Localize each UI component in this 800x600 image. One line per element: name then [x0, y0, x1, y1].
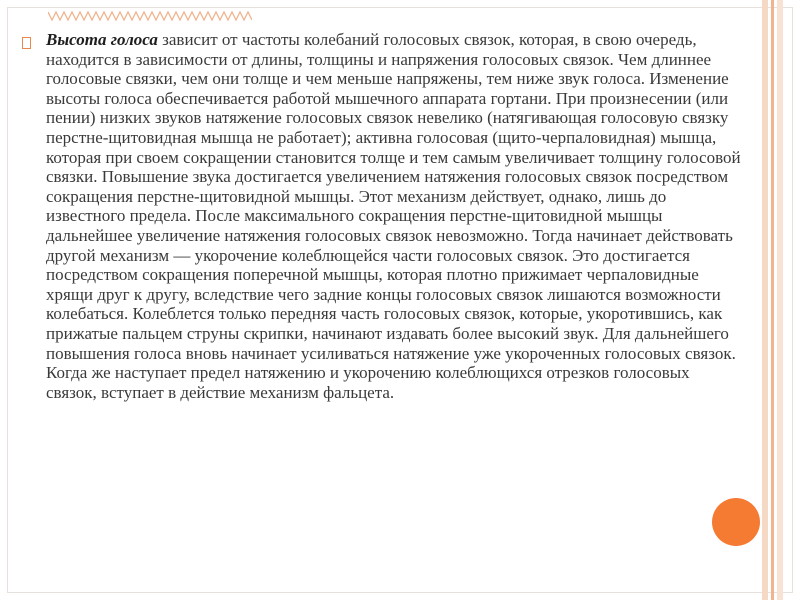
stripe-pale [777, 0, 783, 600]
right-stripe-decoration [762, 0, 784, 600]
zigzag-decoration-icon [48, 10, 252, 24]
body-paragraph [46, 30, 742, 402]
stripe-light [762, 0, 768, 600]
orange-circle-decoration [712, 498, 760, 546]
body-text: зависит от частоты колебаний голосовых связок, которая, в свою очередь, находится в зависимости от длины, толщины и напряжения голосовых связок. Чем длиннее голосовые связки, чем они толще и чем меньше напряжены, тем ниже звук голоса. Изменение высоты голоса обеспечивается работой мышечного аппарата гортани. При произнесении (или пении) низких звуков натяжение голосовых связок невелико (натягивающая голосовую связку перстне-щитовидная мышца не работает); активна голосовая (щито-черпаловидная) мышца, которая при своем сокращении становится толще и тем самым увеличивает толщину голосовой связки. Повышение звука достигается увеличением натяжения голосовых связок посредством сокращения перстне-щитовидной мышцы. Этот механизм действует, однако, лишь до известного предела. После максимального сокращения перстне-щитовидной мышцы дальнейшее увеличение натяжения голосовых связок невозможно. Тогда начинает действовать другой механизм — укорочение колеблющейся части голосовых связок. Это достигается посредством сокращения поперечной мышцы, которая плотно прижимает черпаловидные хрящи друг к другу, вследствие чего задние концы голосовых связок лишаются возможности колебаться. Колеблется только передняя часть голосовых связок, которые, укоротившись, как прижатые пальцем струны скрипки, начинают издавать более высокий звук. Для дальнейшего повышения голоса вновь начинает усиливаться натяжение уже укороченных голосовых связок. Когда же наступает предел натяжению и укорочению колеблющихся отрезков голосовых связок, вступает в действие механизм фальцета. [46, 30, 741, 402]
term-heading: Высота голоса [46, 30, 158, 49]
stripe-mid [771, 0, 774, 600]
slide-content [22, 30, 742, 419]
square-outline-bullet-icon [22, 37, 31, 49]
